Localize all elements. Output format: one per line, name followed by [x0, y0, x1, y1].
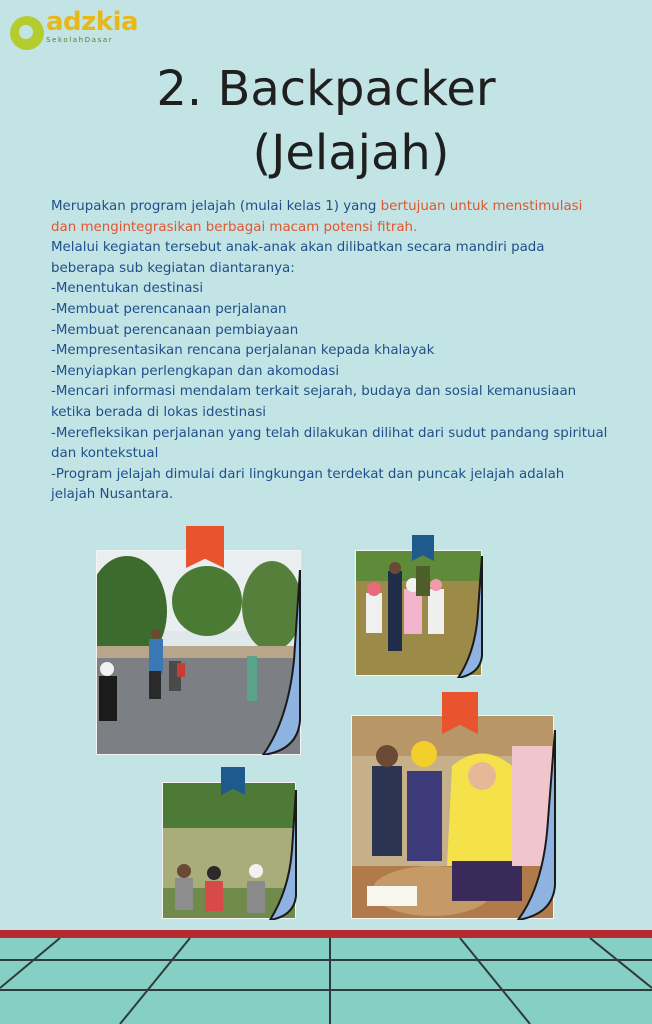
list-item: -Program jelajah dimulai dari lingkungan terdekat dan puncak jelajah adalah jelajah Nusantara. [51, 466, 565, 503]
description-block [51, 197, 611, 506]
intro-text: Merupakan program jelajah (mulai kelas 1) yang [51, 199, 381, 214]
page-curl [268, 790, 298, 920]
list-item: -Menyiapkan perlengkapan dan akomodasi [51, 363, 340, 379]
list-item: -Mempresentasikan rencana perjalanan kepada khalayak [51, 343, 435, 359]
intro-paragraph [51, 197, 611, 238]
list-item: -Membuat perencanaan pembiayaan [51, 322, 299, 338]
intro-followup: Melalui kegiatan tersebut anak-anak akan dilibatkan secara mandiri pada beberapa sub kegiatan diantaranya: [51, 240, 545, 276]
list-item: -Merefleksikan perjalanan yang telah dilakukan dilihat dari sudut pandang spiritual dan kontekstual [51, 425, 608, 462]
page-curl [258, 570, 303, 755]
list-item: -Menentukan destinasi [51, 281, 204, 297]
logo-tagline: SekolahDasar [46, 36, 114, 44]
page-curl [456, 556, 484, 678]
page-curl [514, 730, 558, 920]
list-item: -Membuat perencanaan perjalanan [51, 301, 287, 317]
page-title-line2: (Jelajah) [252, 125, 450, 181]
intro-highlight: bertujuan untuk menstimulasi dan mengintegrasikan berbagai macam potensi fitrah. [51, 199, 583, 235]
page-title-line1: 2. Backpacker [156, 61, 496, 117]
floor-edge [0, 930, 652, 938]
list-item: -Mencari informasi mendalam terkait sejarah, budaya dan sosial kemanusiaan ketika berada di lokas idestinasi [51, 384, 577, 420]
floor-decoration [0, 930, 652, 1024]
adzkia-logo [8, 8, 138, 54]
logo-name: adzkia [46, 7, 139, 37]
logo-mark-icon [10, 16, 44, 50]
